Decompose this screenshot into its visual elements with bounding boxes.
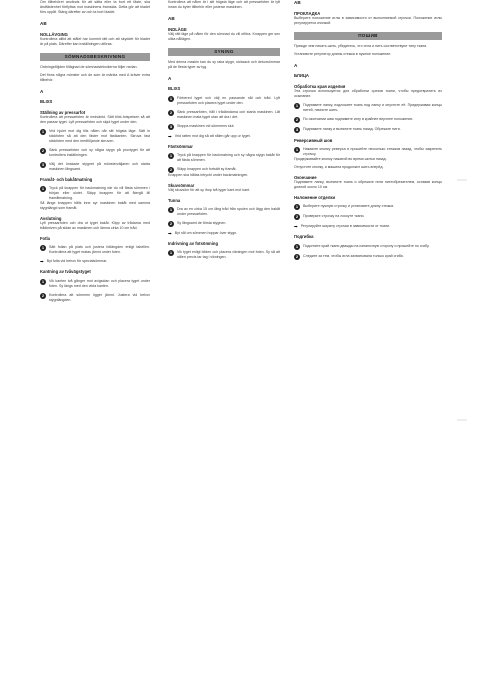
step-text: Tryck på knappen för backmatning och sy några stygn bakåt för att fästa sömmen. bbox=[177, 152, 280, 162]
arrow-note bbox=[40, 259, 150, 264]
step-text: Sy långsamt de första stygnen. bbox=[177, 221, 227, 226]
step-text: Нажмите кнопку реверса и прошейте несколько стежков назад, чтобы закрепить строчку. bbox=[303, 147, 442, 156]
arrow-icon: ➡ bbox=[168, 133, 172, 139]
step-text: Välj det önskade stygnet på mönsterväljaren och starta maskinen långsamt. bbox=[49, 161, 150, 171]
note-text: Vrid ratten mot dig så att nålen går upp ur tyget. bbox=[174, 133, 251, 138]
step-item bbox=[168, 153, 280, 163]
section-banner: SÖMNADSBESKRIVNING bbox=[40, 53, 150, 61]
body-text: Välj rätt läge på nålen för den sömnad du vill utföra. Knappen ger sex olika nållägen. bbox=[168, 31, 280, 41]
step-number: 2 bbox=[41, 147, 45, 153]
step-item bbox=[294, 244, 442, 250]
section-heading: A bbox=[40, 88, 44, 94]
step-item bbox=[294, 254, 442, 260]
section-subheading: NOLLÄVGING bbox=[40, 31, 68, 37]
step-item bbox=[294, 214, 442, 220]
section-subheading: ПРОКЛАДКА bbox=[294, 10, 321, 16]
step-item bbox=[294, 147, 442, 157]
step-number: 2 bbox=[169, 221, 173, 227]
section-subheading: БЛИЦА bbox=[294, 73, 309, 79]
column-russian bbox=[294, 0, 442, 260]
step-item bbox=[294, 103, 442, 113]
step-text: Проверьте строчку на лоскуте ткани. bbox=[303, 214, 365, 219]
step-text: Vrid hjulet mot dig tills nålen når sitt högsta läge. Sätt in stickfoten så att den fäster mot fästkanten. Skruva fast stickfoten med den medföljande skruven. bbox=[49, 128, 150, 143]
section-subheading: BLIXS bbox=[168, 86, 181, 92]
step-item bbox=[40, 245, 150, 255]
step-text: По окончании шва поднимите иглу в крайнее верхнее положение. bbox=[303, 116, 414, 121]
step-item bbox=[294, 127, 442, 133]
step-item bbox=[294, 117, 442, 123]
section-banner: ПОШИВ bbox=[294, 32, 442, 40]
section-subheading: BLIXS bbox=[40, 99, 53, 105]
step-item bbox=[294, 204, 442, 210]
section-subheading: Окончание bbox=[294, 175, 317, 180]
section-subheading: INDLÄGE bbox=[168, 26, 187, 32]
step-item bbox=[168, 110, 280, 120]
column-swedish-2 bbox=[168, 0, 280, 260]
section-subheading: Fotla bbox=[40, 236, 51, 242]
step-item bbox=[40, 279, 150, 289]
note-text: Придерживайте кнопку нажатой во время шитья назад. bbox=[294, 157, 387, 161]
step-text: Kontrollera att sömmen ligger jämnt. Justera vid behov stygnlängden. bbox=[49, 292, 150, 302]
step-text: Выберите нужную строчку и установите длину стежка. bbox=[303, 204, 395, 209]
step-item bbox=[168, 96, 280, 106]
note-text: Knappen ska hållas intryckt under backmatningen. bbox=[168, 172, 249, 177]
step-number: 1 bbox=[295, 102, 299, 108]
step-item bbox=[40, 162, 150, 172]
step-number: 1 bbox=[169, 95, 173, 101]
step-number: 1 bbox=[295, 204, 299, 210]
body-text: Поднимите лапку, вытяните ткань и обрежьте нити нитеобрезателем, оставив концы длиной около 10 см. bbox=[294, 180, 442, 190]
section-subheading: Indrivning av fotsömning bbox=[168, 241, 219, 247]
step-number: 2 bbox=[295, 214, 299, 220]
section-heading: AB bbox=[294, 0, 301, 5]
note-text: Byt fotla vid behov för specialsömmar. bbox=[46, 259, 108, 264]
lead-text: Установите регулятор длины стежка в нужное положение. bbox=[294, 51, 392, 56]
step-number: 2 bbox=[169, 109, 173, 115]
body-text: Выберите положение иглы в зависимости от выполняемой строчки. Положение иглы регулируется кнопкой. bbox=[294, 15, 442, 25]
body-text: Kontrollera att pressarfoten är nedsänkt. Sätt blixt-fotspetsen så att den passar tyget. Lyft pressarfoten och skjut tyget under den. bbox=[40, 114, 150, 124]
step-item bbox=[40, 293, 150, 303]
body-text: Välj skuvsöm för att sy ihop två tyger kant mot kant. bbox=[168, 188, 251, 192]
step-number: 1 bbox=[295, 243, 299, 249]
arrow-note bbox=[168, 134, 280, 139]
step-number: 1 bbox=[169, 250, 173, 256]
section-subheading: Подгибка bbox=[294, 234, 314, 240]
arrow-icon: ➡ bbox=[168, 231, 172, 237]
step-text: Следите за тем, чтобы игла захватывала только край сгиба. bbox=[303, 253, 404, 258]
section-subheading: Skuvsömmar bbox=[168, 182, 195, 188]
arrow-icon: ➡ bbox=[40, 259, 44, 265]
lead-text: Ordningsföljden tillägnad de sömnadsteknikerna följer nedan. bbox=[40, 64, 138, 69]
step-number: 1 bbox=[41, 278, 45, 284]
step-number: 2 bbox=[41, 292, 45, 298]
column-swedish-1 bbox=[40, 0, 150, 303]
step-text: Dra av en cirka 15 cm lång tråd från spolen och lägg den bakåt under pressarfoten. bbox=[177, 207, 280, 217]
step-text: Stoppa maskinen vid sömmens slut. bbox=[177, 123, 235, 128]
step-text: Поднимите лапку, подложите ткань под лапку и опустите её. Придерживая концы нитей, начните шить. bbox=[303, 102, 442, 112]
section-subheading: Kantning av tvåvägstyget bbox=[40, 269, 91, 275]
body-text: Эта строчка используется для обработки срезов ткани, чтобы предотвратить их осыпание. bbox=[294, 88, 442, 98]
step-number: 2 bbox=[295, 116, 299, 122]
step-number: 1 bbox=[169, 152, 173, 158]
step-item bbox=[168, 221, 280, 227]
section-heading: AB bbox=[168, 16, 175, 21]
step-item bbox=[40, 129, 150, 144]
step-number: 1 bbox=[169, 207, 173, 213]
section-subheading: Реверсивный шов bbox=[294, 137, 333, 143]
section-subheading: Наложение отделки bbox=[294, 195, 336, 201]
step-number: 1 bbox=[41, 245, 45, 251]
step-number: 3 bbox=[169, 123, 173, 129]
step-text: Подогните край ткани дважды на изнаночную сторону и прошейте по сгибу. bbox=[303, 243, 430, 248]
note-text: Регулируйте ширину строчки в зависимости от ткани. bbox=[300, 224, 390, 229]
lead-text: Med denna maskin kan du sy raka stygn, sicksack och dekorsömmar på de flesta typer av tyg. bbox=[168, 59, 280, 69]
step-item bbox=[168, 124, 280, 130]
step-text: Vik kanten två gånger mot avigsidan och placera tyget under foten. Sy längs med den vikta kanten. bbox=[49, 278, 150, 288]
step-item bbox=[40, 148, 150, 158]
step-heading: Обработка края изделия bbox=[294, 83, 346, 89]
step-item bbox=[168, 207, 280, 217]
step-text: Sänk pressarfoten, håll i trådändarna och starta maskinen. Låt maskinen mata tyget utan att dra i det. bbox=[177, 109, 280, 119]
lead-text: Прежде чем начать шить, убедитесь, что игла и нить соответствуют типу ткани. bbox=[294, 43, 428, 48]
step-text: Sänk pressarfoten och sy några stygn på provtyget för att kontrollera inställningen. bbox=[49, 147, 150, 157]
step-text: Tryck på knappen för backmatning när du vill fästa sömmen i början eller slutet. Släpp knappen för att återgå till framåtmatning. bbox=[49, 186, 150, 200]
section-heading: A bbox=[294, 62, 298, 68]
lead-text: Det finns några mönster och de som är märkta med A kräver extra tillbehör. bbox=[40, 72, 150, 82]
note-text: Så länge knappen hålls inne syr maskinen bakåt med samma stygnlängd som framåt. bbox=[40, 201, 150, 210]
step-item bbox=[168, 250, 280, 260]
intro-text: Kontrollera att nålen är i sitt högsta läge och att pressarfoten är lyft innan du byter tillbehör eller justerar maskinen. bbox=[168, 0, 280, 9]
step-item bbox=[40, 186, 150, 201]
arrow-note bbox=[168, 231, 280, 236]
step-heading: Ställning av pressarfot bbox=[40, 109, 86, 115]
step-text: Vik tyget enligt bilden och placera vikningen mot foten. Sy så att nålen precis tar tag i vikningen. bbox=[177, 250, 280, 260]
body-text: Kontrollera alltid att stålet har kommit rätt och att skyddet för bladet är på plats. Därefter kan inställningen utföras. bbox=[40, 36, 150, 46]
step-number: 2 bbox=[169, 166, 173, 172]
step-text: Förbered tyget och välj en passande nål och tråd. Lyft pressarfoten och placera tyget under den. bbox=[177, 95, 280, 105]
crop-marks bbox=[455, 0, 469, 699]
arrow-note bbox=[294, 224, 442, 229]
step-item bbox=[168, 167, 280, 173]
section-heading: A bbox=[168, 75, 172, 81]
arrow-icon: ➡ bbox=[294, 224, 298, 230]
section-banner: SYNING bbox=[168, 48, 280, 56]
step-text: Sätt fotlan på plats och justera fotlängden enligt tabellen. Kontrollera att tyget matas jämnt under foten. bbox=[49, 245, 150, 255]
step-number: 1 bbox=[41, 128, 45, 134]
section-subheading: Avslutning bbox=[40, 216, 62, 221]
intro-text: Om tillbehöret används för att sätta eller ta bort ett fäste, ska ändfästenhet förflyttas mot maskinens framsida. Detta gör att bladet förs uppåt. Stäng därefter av och ta bort bladet. bbox=[40, 0, 150, 14]
note-text: Отпустите кнопку, и машина продолжит шить вперёд. bbox=[294, 165, 384, 169]
step-number: 1 bbox=[41, 186, 45, 191]
step-text: Släpp knappen och fortsätt sy framåt. bbox=[177, 166, 237, 171]
section-subheading: Framåt- och bakåtmatning bbox=[40, 176, 93, 182]
step-text: Поднимите лапку и вытяните ткань назад. Обрежьте нити. bbox=[303, 126, 401, 131]
step-number: 3 bbox=[41, 161, 45, 167]
body-text: Lyft pressarfoten och dra ut tyget bakåt. Klipp av trådarna med trådkniven på sidan av maskinen och lämna cirka 10 cm tråd. bbox=[40, 221, 150, 231]
step-number: 2 bbox=[295, 253, 299, 259]
section-subheading: Fästsömmar bbox=[168, 143, 193, 149]
section-subheading: Tunna bbox=[168, 198, 181, 203]
note-text: Byt nål om sömmen hoppar över stygn. bbox=[174, 231, 238, 236]
step-number: 3 bbox=[295, 126, 299, 132]
section-heading: AB bbox=[40, 21, 47, 26]
step-number: 1 bbox=[295, 147, 299, 152]
